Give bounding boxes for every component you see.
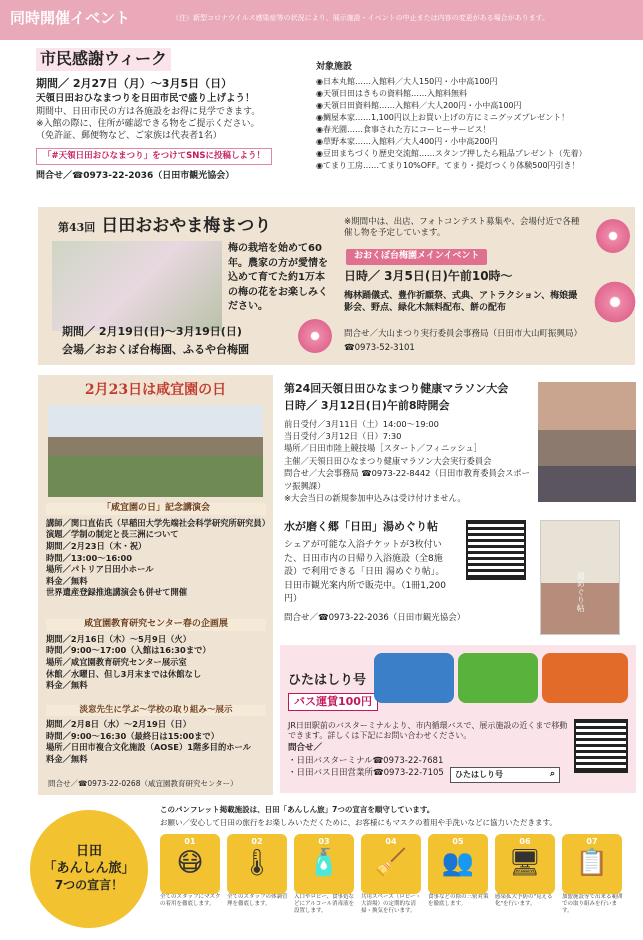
item-caption: 食事などの際の三密対策を徹底します。 (428, 894, 489, 908)
week-period: 期間／ 2月27日（月）～3月5日（日） (36, 76, 233, 90)
sanitizer-icon: 🧴 (307, 848, 341, 879)
plum-venue: 会場／おおくぼ台梅園、ふるや台梅園 (62, 343, 249, 356)
kangien-contact: 問合せ／☎0973-22-0268（咸宜園教育研究センター） (48, 779, 238, 788)
marathon-line: ※大会当日の新規参加申込みは受け付けません。 (284, 493, 466, 504)
plum-count: 第43回 (58, 221, 96, 234)
kangien-tour (46, 705, 266, 765)
marathon-photo (538, 382, 636, 502)
kangien-lecture (46, 503, 271, 599)
kangien-exhibition (46, 619, 266, 692)
marathon-line: 主催／天領日田ひなまつり健康マラソン大会実行委員会 (284, 455, 492, 466)
marathon-title: 第24回天領日田ひなまつり健康マラソン大会 (284, 382, 509, 395)
onsen-title: 水が磨く郷「日田」湯めぐり帖 (284, 520, 438, 533)
onsen-body: シェアが可能な入浴チケットが3枚付いた、日田市内の日帰り入浴施設（全8施設）で利用できる「日田 湯めぐり帖」。日田市観光案内所で販売中。（1冊1,200円） (284, 540, 446, 605)
tour-line: 時間／9:00～16:30（最終日は15:00まで） (46, 730, 220, 741)
marathon-section (284, 382, 534, 505)
week-sns: 「#天領日田おひなまつり」をつけてSNSに投稿しよう！ (36, 148, 272, 165)
bus-title: ひたはしり号 (288, 673, 367, 688)
distance-icon: 👥 (441, 848, 475, 879)
bus-contact-line: ・日田バス日田営業所☎0973-22-7105 (288, 768, 444, 779)
thermometer-icon: 🌡 (240, 848, 274, 879)
marathon-date: 日時／ 3月12日(日)午前8時開会 (284, 399, 450, 413)
exhibition-title: 咸宜園教育研究センター春の企画展 (46, 619, 266, 631)
week-note2: （免許証、郵便物など、ご家族は代表者1名） (36, 130, 222, 141)
item-caption: 感染拡大予防の"見える化"を行います。 (495, 894, 553, 908)
plum-flower-icon (298, 319, 332, 353)
mask-icon: 😷 (176, 848, 204, 879)
anshin-items (160, 834, 636, 915)
lecture-title: 「咸宜園の日」記念講演会 (46, 503, 266, 515)
exhibition-line: 料金／無料 (46, 680, 88, 691)
anshin-intro: このパンフレット掲載施設は、日田「あんしん旅」7つの宣言を順守しています。 (160, 805, 435, 814)
item-caption: 全てのスタッフの体調管理を徹底します。 (227, 894, 288, 908)
item-number: 07 (586, 837, 598, 846)
lecture-line: 場所／パトリア日田小ホール (46, 564, 154, 575)
target-item: ◉春光園……食事された方にコーヒーサービス！ (316, 124, 491, 134)
anshin-item (361, 834, 423, 915)
item-number: 04 (385, 837, 397, 846)
clipboard-icon: 📋 (575, 848, 609, 879)
bus-image (374, 653, 454, 703)
target-item: ◉てまり工房……てまり10%OFF。てまり・提灯つくり体験500円引き！ (316, 160, 580, 170)
plum-flower-icon (595, 282, 636, 323)
exhibition-line: 場所／咸宜園教育研究センター展示室 (46, 656, 187, 667)
monitor-icon: 🖥 (508, 848, 542, 879)
tour-line: 場所／日田市複合文化施設（AOSE）1階多目的ホール (46, 742, 251, 753)
bus-contact-title: 問合せ／ (288, 743, 323, 753)
exhibition-line: 期間／2月16日（木）～5月9日（火） (46, 633, 192, 644)
target-item: ◉天領日田資料館……入館料／大人200円・小中高100円 (316, 100, 522, 110)
target-item: ◉天領日田はきもの資料館……入館料無料 (316, 88, 467, 98)
week-targets (316, 62, 632, 172)
item-number: 03 (318, 837, 330, 846)
plum-period: 期間／ 2月19日(日)～3月19日(日) (62, 325, 242, 338)
bus-fare: バス運賃100円 (288, 693, 378, 711)
anshin-logo-line: 「あんしん旅」 (43, 861, 135, 877)
plum-flower-icon (596, 219, 630, 253)
exhibition-line: 休館／水曜日、但し3月末までは休館なし (46, 668, 202, 679)
marathon-line: 前日受付／3月11日（土）14:00～19:00 (284, 418, 439, 429)
bus-contact-line: ・日田バスターミナル☎0973-22-7681 (288, 756, 444, 766)
plum-title-row (58, 215, 271, 237)
item-number: 05 (452, 837, 464, 846)
bus-qr-code[interactable] (574, 719, 628, 773)
item-caption: 全てのスタッフにマスクの着用を徹底します。 (160, 894, 221, 908)
target-item: ◉豆田まちづくり歴史交流館……スタンプ押したら粗品プレゼント（先着） (316, 148, 587, 158)
plum-main-event: おおくぼ台梅園メインイベント (346, 249, 487, 265)
anshin-item (227, 834, 289, 915)
marathon-line: 当日受付／3月12日（日）7:30 (284, 431, 402, 442)
item-caption: 共用スペース（ロビー・大浴場）の定期的な清掃・換気を行います。 (361, 894, 422, 915)
week-section (36, 48, 316, 182)
anshin-request: お願い／安心して日田の旅行をお楽しみいただくために、お客様にもマスクの着用や手洗いなどに協力いただきます。 (160, 818, 557, 827)
plum-title: 日田おおやま梅まつり (101, 216, 272, 236)
bus-image (458, 653, 538, 703)
bus-image (542, 653, 628, 703)
kangien-title: 2月23日は咸宜園の日 (84, 382, 227, 398)
plum-main-body: 梅林踊儀式、豊作祈願祭、式典、アトラクション、梅娘撮影会、野点、緑化木無料配布、餅の配布 (344, 291, 578, 313)
target-item: ◉草野本家……入館料／大人400円・小中高200円 (316, 136, 498, 146)
lecture-line: 演題／学制の制定と長三洲について (46, 529, 179, 540)
bus-body: JR日田駅前のバスターミナルより、市内循環バスで、展示施設の近くまで移動できます。詳しくは下記にお問い合わせください。 (288, 721, 568, 741)
exhibition-line: 時間／9:00～17:00（入館は16:30まで） (46, 645, 211, 656)
search-icon: ⌕ (549, 769, 555, 780)
onsen-book-label: 湯めぐり帖 (576, 572, 586, 612)
bus-section (280, 645, 636, 793)
anshin-item (495, 834, 557, 915)
item-number: 02 (251, 837, 263, 846)
onsen-contact: 問合せ／☎0973-22-2036（日田市観光協会） (284, 612, 466, 623)
target-title: 対象施設 (316, 62, 353, 72)
week-lead: 天領日田おひなまつりを日田市民で盛り上げよう！ (36, 93, 255, 105)
bus-search-label: ひたはしり号 (455, 769, 503, 779)
header-note: （注）新型コロナウイルス感染症等の状況により、展示施設・イベントの中止または内容の変更がある場合があります。 (172, 14, 550, 22)
anshin-item (160, 834, 222, 915)
lecture-line: 世界遺産登録推進講演会も併せて開催 (46, 587, 188, 598)
marathon-line: 場所／日田市陸上競技場［スタート／フィニッシュ］ (284, 443, 482, 454)
plum-note: ※期間中は、出店、フォトコンテスト募集や、会場付近で各種催し物を予定しています。 (344, 217, 580, 239)
lecture-line: 料金／無料 (46, 575, 88, 586)
lecture-line: 講師／関口直佑氏（早稲田大学先端社会科学研究所研究員） (46, 517, 271, 528)
tour-line: 期間／2月8日（水）～2月19日（日） (46, 719, 192, 730)
target-item: ◉鯛屋本家……1,100円以上お買い上げの方にミニグッズプレゼント！ (316, 112, 570, 122)
week-title: 市民感謝ウィーク (36, 48, 171, 71)
item-number: 06 (519, 837, 531, 846)
item-caption: 入口やロビー、食事処などにアルコール消毒液を設置します。 (294, 894, 355, 915)
week-contact: 問合せ／☎0973-22-2036（日田市観光協会） (36, 170, 235, 181)
item-number: 01 (184, 837, 196, 846)
onsen-book-cover (540, 520, 620, 635)
target-item: ◉日本丸館……入館料／大人150円・小中高100円 (316, 76, 498, 86)
target-list (316, 76, 632, 172)
week-body: 期間中、日田市民の方は各施設をお得に見学できます。 (36, 107, 261, 118)
week-note1: ※入館の際に、住所が確認できる物をご提示ください。 (36, 119, 260, 130)
lecture-line: 期間／2月23日（木・祝） (46, 540, 147, 551)
plum-tel: ☎0973-52-3101 (344, 343, 415, 353)
plum-desc: 梅の栽培を始めて60年。農家の方が愛情を込めて育てた約1万本の梅の花をお楽しみください。 (228, 243, 328, 312)
plum-contact: 問合せ／大山まつり実行委員会事務局（日田市大山町振興局） (344, 329, 583, 339)
onsen-qr-code[interactable] (466, 520, 526, 580)
plum-photo (52, 241, 222, 331)
header-bar (0, 0, 643, 40)
lecture-line: 時間／13:00～16:00 (46, 552, 133, 563)
item-caption: 加盟施設等で出来る範囲での取り組みを行います。 (562, 894, 623, 915)
kangien-section (38, 375, 273, 795)
bus-search-box[interactable] (450, 767, 560, 783)
anshin-logo-line: 日田 (75, 844, 102, 860)
header-title: 同時開催イベント (10, 9, 131, 27)
marathon-line: 問合せ／大会事務局 ☎0973-22-8442（日田市教育委員会スポーツ振興課） (284, 468, 530, 491)
anshin-item (562, 834, 624, 915)
anshin-item (428, 834, 490, 915)
plum-section (38, 207, 635, 365)
anshin-item (294, 834, 356, 915)
tour-title: 淡窓先生に学ぶ～学校の取り組み～展示 (46, 705, 266, 716)
plum-main-date: 日時／ 3月5日(日)午前10時～ (344, 269, 513, 283)
kangien-photo (48, 405, 263, 497)
cleaning-icon: 🧹 (374, 848, 408, 879)
anshin-logo-line: 7つの宣言！ (54, 878, 124, 893)
anshin-logo (30, 810, 148, 928)
tour-line: 料金／無料 (46, 753, 88, 764)
